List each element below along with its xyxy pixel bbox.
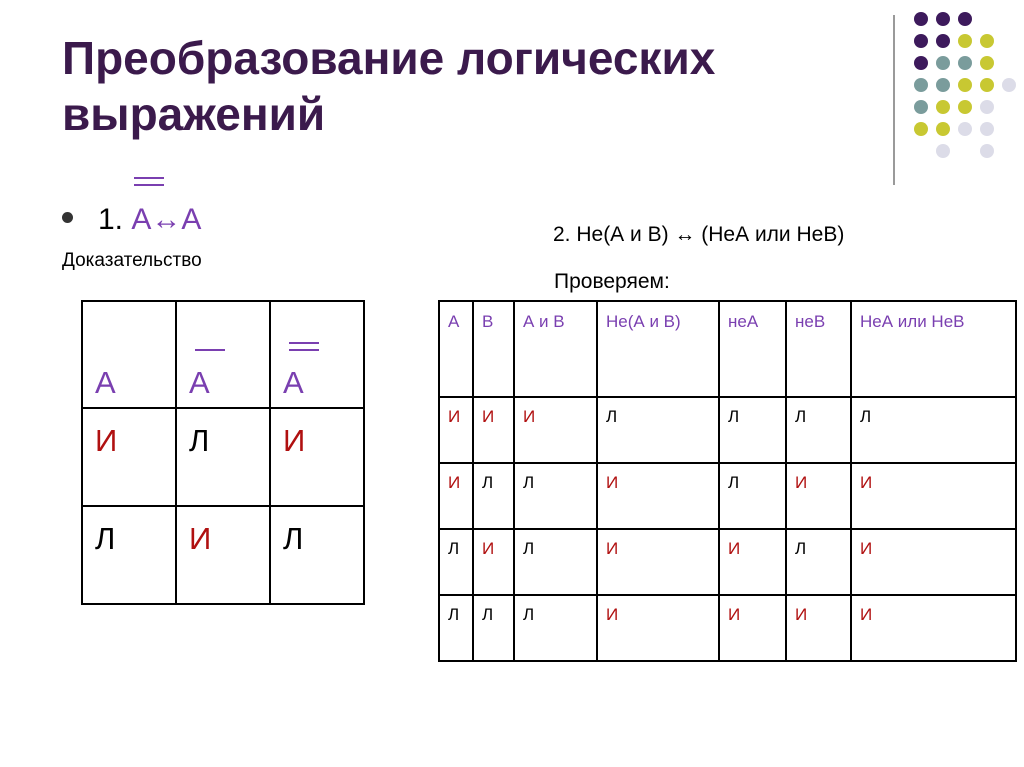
table-header-cell: А	[439, 301, 473, 397]
decor-dot	[914, 12, 928, 26]
table-cell: Л	[786, 529, 851, 595]
decorative-dot-grid	[906, 12, 1006, 162]
decor-dot	[914, 34, 928, 48]
table-header-cell: Не(А и В)	[597, 301, 719, 397]
item-1	[98, 200, 201, 240]
table-cell: Л	[719, 397, 786, 463]
table-row	[439, 595, 1016, 661]
decor-dot	[1002, 78, 1016, 92]
table-header-cell	[82, 301, 176, 408]
negation-bar	[134, 184, 164, 186]
table-header-cell: НеА или НеВ	[851, 301, 1016, 397]
table-cell: И	[851, 463, 1016, 529]
decor-dot	[980, 56, 994, 70]
decor-dot	[980, 122, 994, 136]
cell-value: И	[283, 423, 306, 458]
decor-dot	[936, 100, 950, 114]
table-row	[439, 397, 1016, 463]
table-cell: Л	[719, 463, 786, 529]
cell-value: Л	[95, 521, 116, 556]
truth-table-1	[81, 300, 365, 605]
table-row	[82, 506, 364, 604]
table-cell: И	[597, 463, 719, 529]
decor-dot	[914, 122, 928, 136]
table-row	[82, 408, 364, 506]
header-not-a: А	[189, 365, 210, 400]
table-cell: И	[439, 463, 473, 529]
table-cell: Л	[786, 397, 851, 463]
decorative-divider	[893, 15, 895, 185]
table-header-cell	[176, 301, 270, 408]
table-cell	[82, 408, 176, 506]
decor-dot	[914, 78, 928, 92]
decor-dot	[936, 56, 950, 70]
table-cell	[270, 506, 364, 604]
table-cell: И	[597, 595, 719, 661]
table-cell: Л	[473, 463, 514, 529]
table-header-cell: В	[473, 301, 514, 397]
decor-dot	[936, 122, 950, 136]
table-cell	[270, 408, 364, 506]
table-cell: Л	[514, 529, 597, 595]
table-cell: И	[597, 529, 719, 595]
table-cell: И	[439, 397, 473, 463]
table-cell: Л	[514, 463, 597, 529]
decor-dot	[958, 34, 972, 48]
table-header-row	[82, 301, 364, 408]
table-cell: Л	[439, 529, 473, 595]
decor-dot	[958, 100, 972, 114]
table-cell: Л	[851, 397, 1016, 463]
table-header-cell: неВ	[786, 301, 851, 397]
table-cell: Л	[473, 595, 514, 661]
table-row	[439, 529, 1016, 595]
table-cell: И	[851, 529, 1016, 595]
table-cell: И	[514, 397, 597, 463]
table-cell: И	[786, 595, 851, 661]
decor-dot	[936, 34, 950, 48]
table-cell: И	[719, 529, 786, 595]
table-cell: Л	[597, 397, 719, 463]
decor-dot	[958, 78, 972, 92]
item-1-number: 1.	[98, 203, 124, 236]
table-header-cell: А и В	[514, 301, 597, 397]
table-cell: Л	[514, 595, 597, 661]
proof-label: Доказательство	[62, 250, 202, 271]
cell-value: И	[189, 521, 212, 556]
table-cell	[82, 506, 176, 604]
decor-dot	[958, 56, 972, 70]
item-1-expression: А↔А	[131, 203, 202, 236]
negation-bar	[289, 349, 319, 351]
negation-bar	[289, 342, 319, 344]
cell-value: И	[95, 423, 118, 458]
decor-dot	[980, 78, 994, 92]
decor-dot	[980, 144, 994, 158]
table-header-cell	[270, 301, 364, 408]
table-cell: Л	[439, 595, 473, 661]
item-2: 2. Не(А и В) ↔ (НеА или НеВ)	[553, 223, 845, 246]
table-cell	[176, 408, 270, 506]
page-title: Преобразование логических выражений	[62, 32, 716, 140]
table-cell: И	[786, 463, 851, 529]
decor-dot	[980, 100, 994, 114]
header-not-not-a: А	[283, 365, 304, 400]
decor-dot	[936, 12, 950, 26]
table-cell: И	[719, 595, 786, 661]
decor-dot	[914, 100, 928, 114]
table-cell: И	[473, 529, 514, 595]
decor-dot	[936, 144, 950, 158]
truth-table-2	[438, 300, 1017, 662]
table-header-cell: неА	[719, 301, 786, 397]
decor-dot	[958, 122, 972, 136]
cell-value: Л	[189, 423, 210, 458]
negation-bar	[195, 349, 225, 351]
table-cell: И	[851, 595, 1016, 661]
check-label: Проверяем:	[554, 270, 670, 293]
table-cell: И	[473, 397, 514, 463]
decor-dot	[958, 12, 972, 26]
negation-bar	[134, 177, 164, 179]
table-row	[439, 463, 1016, 529]
decor-dot	[980, 34, 994, 48]
decor-dot	[936, 78, 950, 92]
table-cell	[176, 506, 270, 604]
header-a: А	[95, 365, 116, 400]
table-header-row	[439, 301, 1016, 397]
bullet-icon	[62, 212, 73, 223]
cell-value: Л	[283, 521, 304, 556]
decor-dot	[914, 56, 928, 70]
